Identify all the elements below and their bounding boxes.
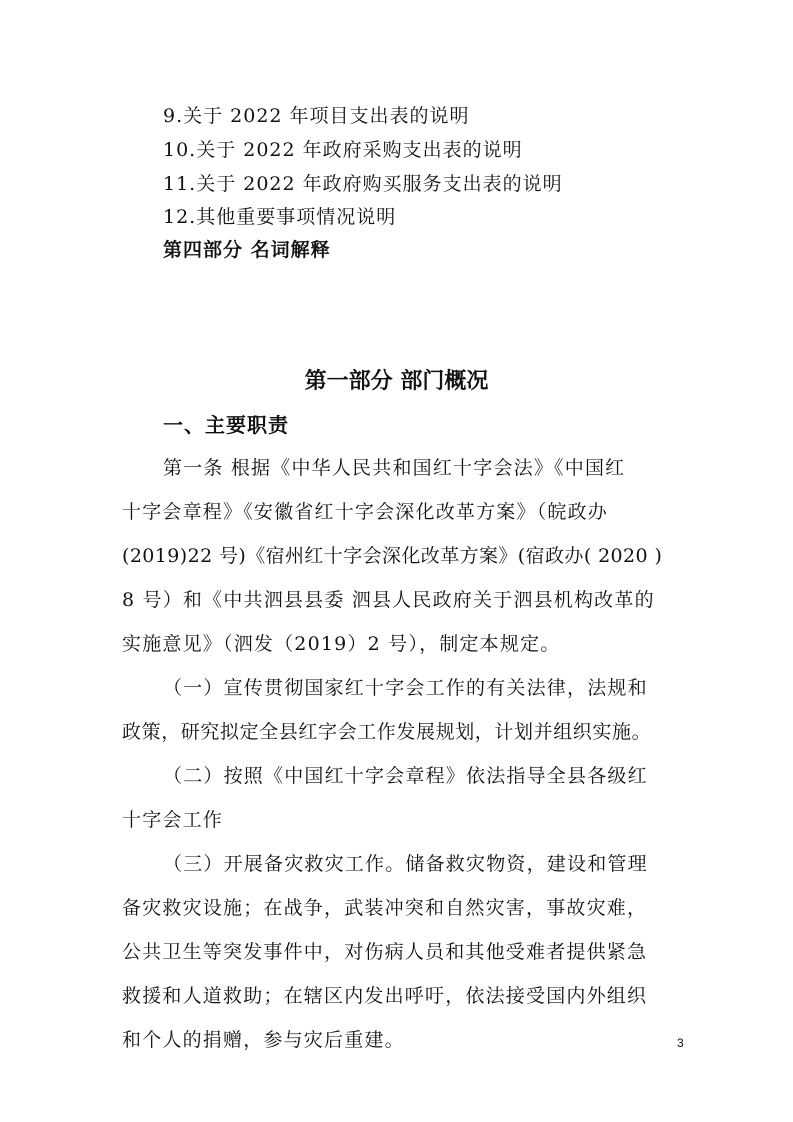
paragraph-4-line-1: （三）开展备灾救灾工作。储备救灾物资，建设和管理 — [163, 853, 648, 875]
toc-item-10: 10.关于 2022 年政府采购支出表的说明 — [163, 139, 523, 161]
paragraph-1-line-4: 8 号）和《中共泗县县委 泗县人民政府关于泗县机构改革的 — [122, 589, 655, 611]
section-heading-main-duties: 一、主要职责 — [163, 413, 289, 437]
paragraph-3-line-2: 十字会工作 — [122, 809, 224, 831]
toc-item-11: 11.关于 2022 年政府购买服务支出表的说明 — [163, 173, 563, 195]
paragraph-4-line-3: 公共卫生等突发事件中，对伤病人员和其他受难者提供紧急 — [122, 941, 648, 963]
paragraph-4-line-2: 备灾救灾设施；在战争，武装冲突和自然灾害，事故灾难， — [122, 897, 648, 919]
paragraph-2-line-1: （一）宣传贯彻国家红十字会工作的有关法律，法规和 — [163, 677, 648, 699]
paragraph-3-line-1: （二）按照《中国红十字会章程》依法指导全县各级红 — [163, 765, 648, 787]
paragraph-4-line-5: 和个人的捐赠，参与灾后重建。 — [122, 1029, 405, 1051]
paragraph-2-line-2: 政策，研究拟定全县红字会工作发展规划，计划并组织实施。 — [122, 721, 652, 743]
paragraph-1-line-1: 第一条 根据《中华人民共和国红十字会法》《中国红 — [163, 457, 626, 479]
paragraph-1-line-2: 十字会章程》《安徽省红十字会深化改革方案》（皖政办 — [122, 501, 609, 523]
toc-item-9: 9.关于 2022 年项目支出表的说明 — [163, 105, 470, 127]
toc-part-4: 第四部分 名词解释 — [163, 239, 331, 261]
paragraph-4-line-4: 救援和人道救助；在辖区内发出呼吁，依法接受国内外组织 — [122, 985, 648, 1007]
page-number: 3 — [677, 1036, 684, 1050]
section-title: 第一部分 部门概况 — [304, 369, 489, 394]
paragraph-1-line-3: (2019)22 号)《宿州红十字会深化改革方案》(宿政办( 2020 ) — [122, 545, 663, 567]
paragraph-1-line-5: 实施意见》（泗发（2019）2 号），制定本规定。 — [122, 633, 561, 655]
toc-item-12: 12.其他重要事项情况说明 — [163, 206, 397, 228]
